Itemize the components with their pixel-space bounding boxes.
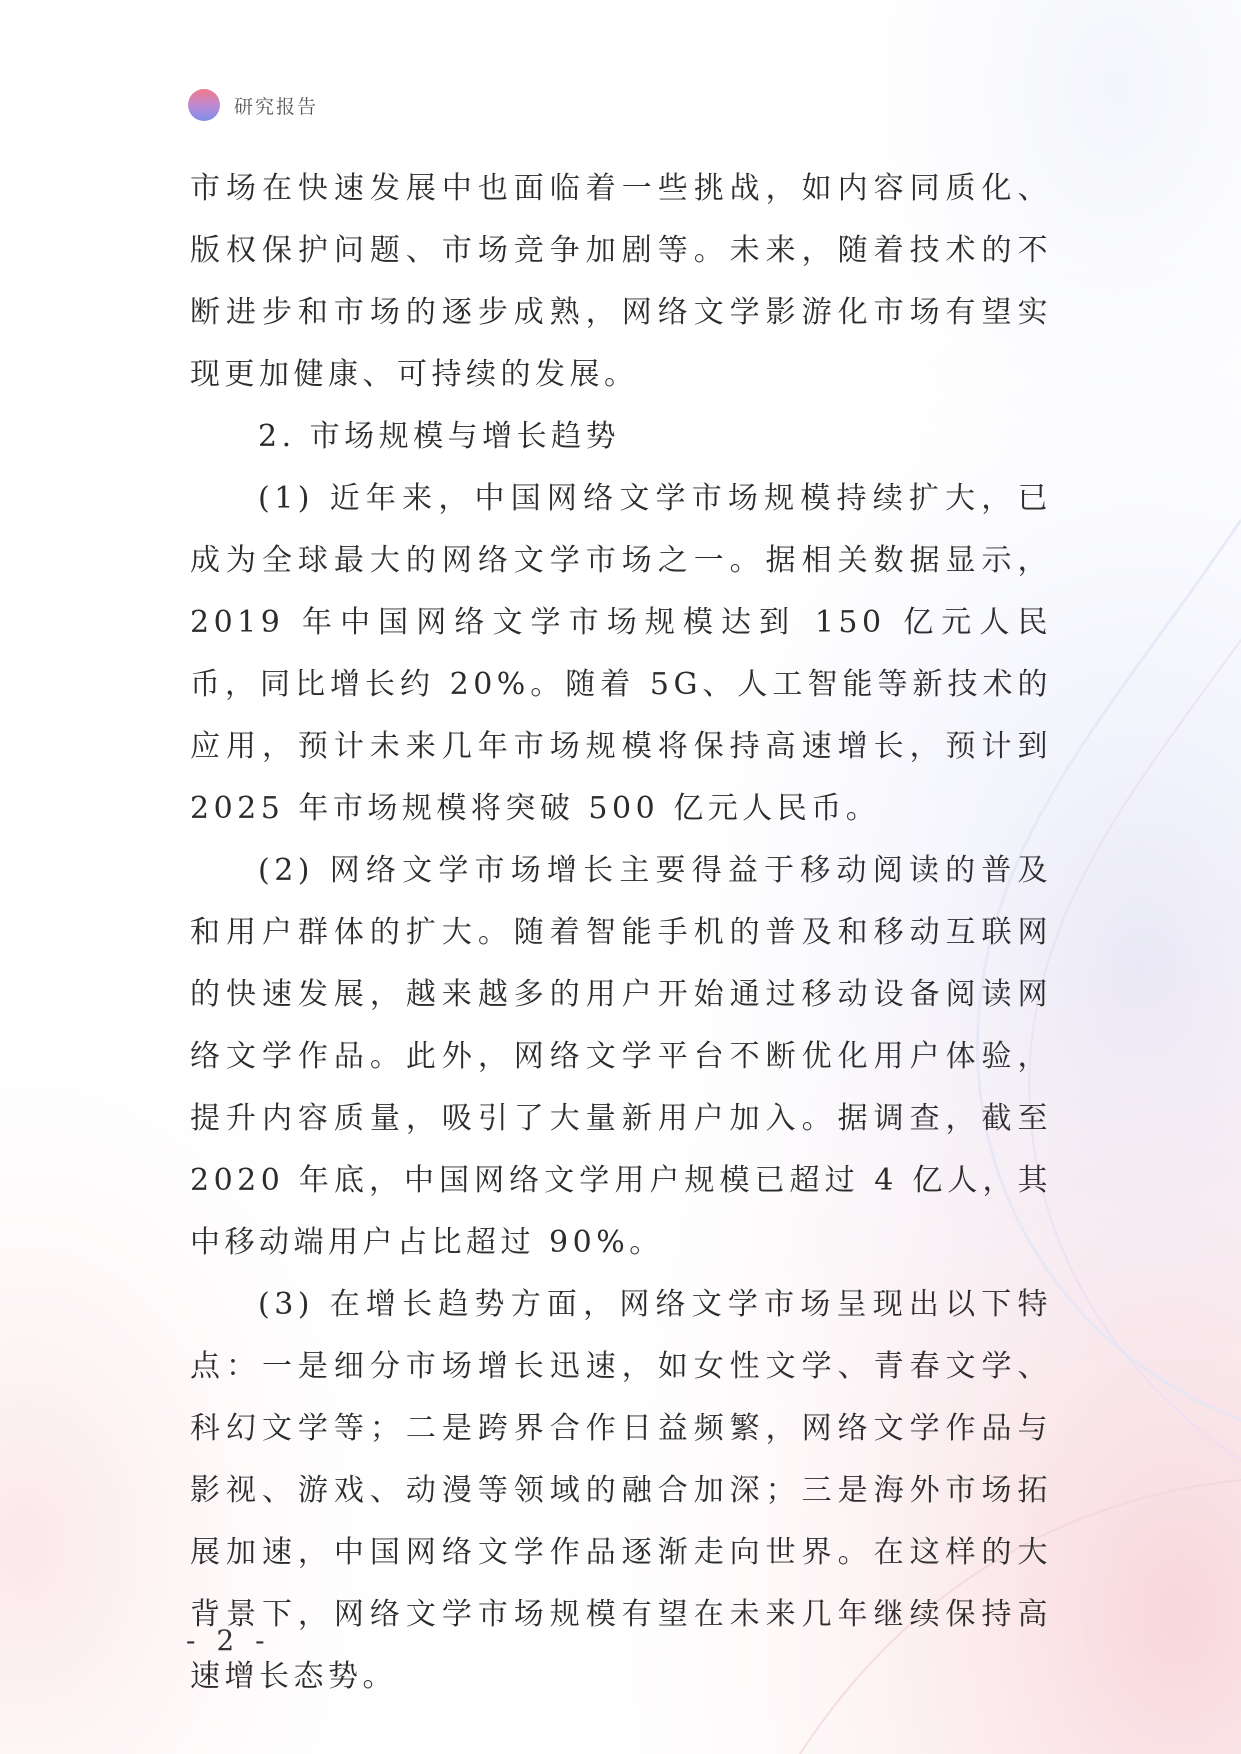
- page-number: - 2 -: [186, 1624, 271, 1657]
- logo-circle-icon: [188, 89, 220, 121]
- paragraph-1: (1) 近年来，中国网络文学市场规模持续扩大，已成为全球最大的网络文学市场之一。据相关数据显示，2019 年中国网络文学市场规模达到 150 亿元人民币，同比增长约 20%。随着 5G、人工智能等新技术的应用，预计未来几年市场规模将保持高速增长，预计到 2025 年市场规模将突破 500 亿元人民币。: [190, 481, 1052, 826]
- header-title: 研究报告: [234, 95, 319, 118]
- document-body: [190, 158, 1052, 1708]
- section-heading: 2. 市场规模与增长趋势: [258, 419, 621, 454]
- paragraph-2: (2) 网络文学市场增长主要得益于移动阅读的普及和用户群体的扩大。随着智能手机的普及和移动互联网的快速发展，越来越多的用户开始通过移动设备阅读网络文学作品。此外，网络文学平台不断优化用户体验，提升内容质量，吸引了大量新用户加入。据调查，截至 2020 年底，中国网络文学用户规模已超过 4 亿人，其中移动端用户占比超过 90%。: [190, 853, 1052, 1260]
- report-header: [188, 88, 318, 122]
- paragraph-intro-continued: 市场在快速发展中也面临着一些挑战，如内容同质化、版权保护问题、市场竞争加剧等。未来，随着技术的不断进步和市场的逐步成熟，网络文学影游化市场有望实现更加健康、可持续的发展。: [190, 171, 1052, 392]
- paragraph-3: (3) 在增长趋势方面，网络文学市场呈现出以下特点：一是细分市场增长迅速，如女性文学、青春文学、科幻文学等；二是跨界合作日益频繁，网络文学作品与影视、游戏、动漫等领域的融合加深；三是海外市场拓展加速，中国网络文学作品逐渐走向世界。在这样的大背景下，网络文学市场规模有望在未来几年继续保持高速增长态势。: [190, 1287, 1052, 1694]
